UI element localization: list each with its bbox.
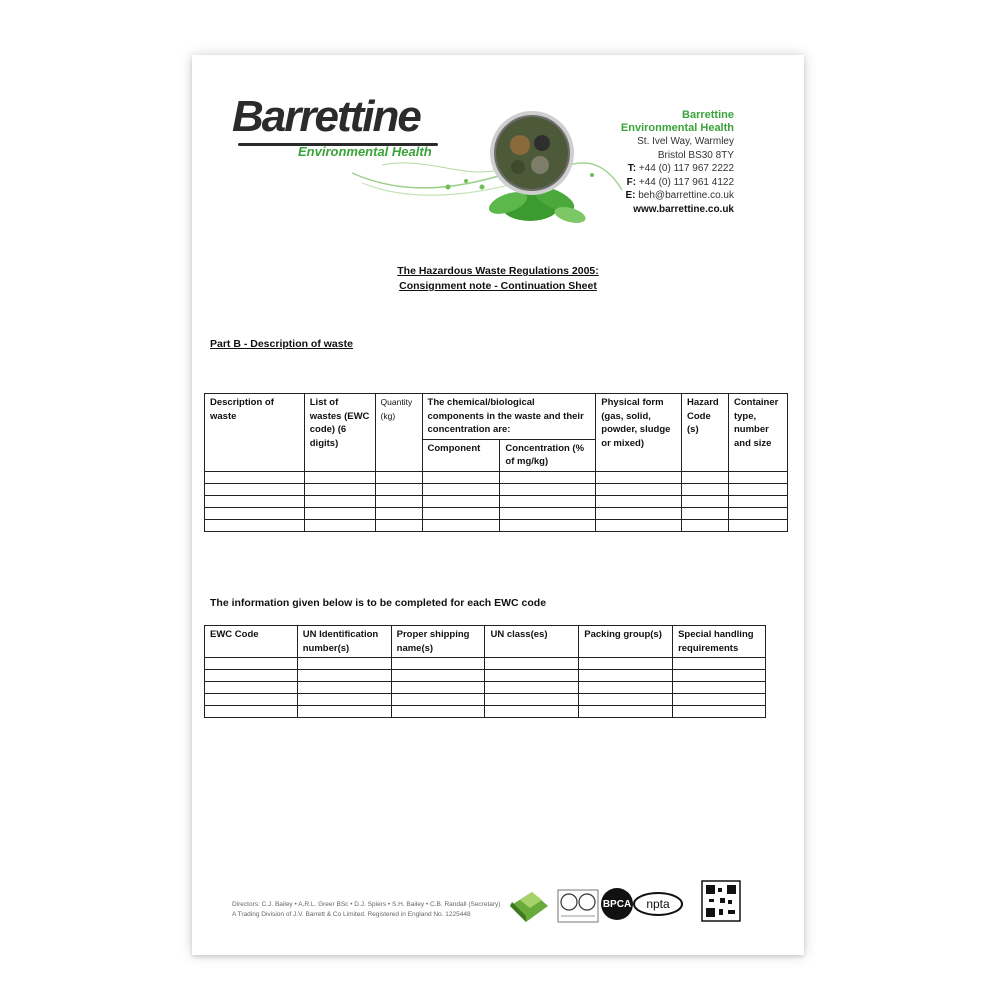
table-row — [205, 670, 766, 682]
col-physical-form: Physical form (gas, solid, powder, sludge or mixed) — [596, 394, 682, 472]
cell[interactable] — [728, 471, 787, 483]
cell[interactable] — [304, 483, 375, 495]
address-line1: St. Ivel Way, Warmley — [637, 136, 734, 147]
col-un-class: UN class(es) — [485, 626, 579, 658]
cell[interactable] — [205, 483, 305, 495]
table-row — [205, 694, 766, 706]
cell[interactable] — [596, 519, 682, 531]
table-row — [205, 658, 766, 670]
cell[interactable] — [375, 471, 422, 483]
cell[interactable] — [728, 519, 787, 531]
email-label: E: — [625, 190, 636, 201]
fax-line — [621, 176, 734, 190]
cell[interactable] — [485, 706, 579, 718]
npta-text: npta — [646, 897, 670, 911]
cell[interactable] — [728, 507, 787, 519]
cell[interactable] — [485, 658, 579, 670]
cell[interactable] — [500, 483, 596, 495]
document-title — [192, 264, 804, 294]
cell[interactable] — [422, 495, 500, 507]
col-shipping-name: Proper shipping name(s) — [391, 626, 485, 658]
accreditation-badges — [508, 878, 753, 926]
cell[interactable] — [596, 483, 682, 495]
bpca-logo — [601, 888, 633, 920]
cell[interactable] — [500, 507, 596, 519]
title-line1: The Hazardous Waste Regulations 2005: — [397, 265, 599, 277]
cell[interactable] — [673, 694, 766, 706]
cell[interactable] — [579, 682, 673, 694]
cell[interactable] — [422, 519, 500, 531]
cell[interactable] — [500, 471, 596, 483]
ewc-code-table — [204, 625, 766, 718]
cell[interactable] — [728, 483, 787, 495]
leaf-globe-graphic — [342, 95, 632, 235]
col-list-of-wastes: List of wastes (EWC code) (6 digits) — [304, 394, 375, 472]
cell[interactable] — [682, 495, 729, 507]
cell[interactable] — [596, 471, 682, 483]
cell[interactable] — [579, 694, 673, 706]
cell[interactable] — [391, 706, 485, 718]
cell[interactable] — [375, 507, 422, 519]
cell[interactable] — [375, 483, 422, 495]
cell[interactable] — [205, 507, 305, 519]
col-container: Container type, number and size — [728, 394, 787, 472]
cell[interactable] — [205, 471, 305, 483]
cell[interactable] — [391, 682, 485, 694]
cell[interactable] — [297, 658, 391, 670]
cell[interactable] — [673, 682, 766, 694]
cell[interactable] — [304, 495, 375, 507]
cell[interactable] — [297, 682, 391, 694]
cell[interactable] — [205, 519, 305, 531]
cell[interactable] — [682, 519, 729, 531]
ewc-section-heading: The information given below is to be completed for each EWC code — [210, 597, 547, 609]
cell[interactable] — [297, 706, 391, 718]
col-components-header: The chemical/biological components in the waste and their concentration are: — [422, 394, 596, 440]
cell[interactable] — [728, 495, 787, 507]
brand-subtitle: Environmental Health — [298, 144, 432, 159]
cell[interactable] — [205, 495, 305, 507]
cell[interactable] — [304, 507, 375, 519]
cell[interactable] — [596, 495, 682, 507]
cell[interactable] — [375, 519, 422, 531]
email-line — [621, 189, 734, 203]
company-logo — [232, 92, 632, 235]
registration-line: A Trading Division of J.V. Barrett & Co Limited. Registered in England No. 1225448 — [232, 911, 471, 918]
green-cube-logo — [510, 892, 548, 922]
col-special-handling: Special handling requirements — [673, 626, 766, 658]
cell[interactable] — [682, 483, 729, 495]
cell[interactable] — [682, 507, 729, 519]
website: www.barrettine.co.uk — [633, 203, 734, 215]
cell[interactable] — [485, 694, 579, 706]
cell[interactable] — [304, 471, 375, 483]
company-name-line1: Barrettine — [682, 109, 734, 121]
cell[interactable] — [205, 694, 298, 706]
cell[interactable] — [673, 706, 766, 718]
npta-logo — [634, 893, 682, 915]
cell[interactable] — [579, 670, 673, 682]
cell[interactable] — [304, 519, 375, 531]
cell[interactable] — [422, 471, 500, 483]
directors-line: Directors: C.J. Bailey • A.R.L. Greer BSc • D.J. Spiers • S.H. Bailey • C.B. Randall (Secretary) — [232, 901, 501, 908]
cell[interactable] — [579, 706, 673, 718]
iso-badge-icon — [558, 890, 598, 922]
cell[interactable] — [391, 670, 485, 682]
cell[interactable] — [422, 507, 500, 519]
cell[interactable] — [500, 519, 596, 531]
cell[interactable] — [673, 670, 766, 682]
title-line2: Consignment note - Continuation Sheet — [399, 280, 597, 292]
col-ewc-code: EWC Code — [205, 626, 298, 658]
cell[interactable] — [673, 658, 766, 670]
fax-number: +44 (0) 117 961 4122 — [638, 176, 734, 188]
company-name-line2: Environmental Health — [620, 122, 734, 134]
table-row — [205, 519, 788, 531]
brand-name: Barrettine — [232, 92, 420, 141]
contact-details — [621, 109, 734, 216]
col-quantity: Quantity (kg) — [375, 394, 422, 472]
col-hazard-code: Hazard Code (s) — [682, 394, 729, 472]
col-component: Component — [422, 439, 500, 471]
col-concentration: Concentration (% of mg/kg) — [500, 439, 596, 471]
part-b-heading: Part B - Description of waste — [210, 338, 353, 350]
phone-label: T: — [627, 163, 637, 174]
cell[interactable] — [205, 706, 298, 718]
cell[interactable] — [297, 670, 391, 682]
cell[interactable] — [579, 658, 673, 670]
waste-description-table — [204, 393, 788, 532]
table-row — [205, 507, 788, 519]
col-un-id: UN Identification number(s) — [297, 626, 391, 658]
table-row — [205, 471, 788, 483]
table-row — [205, 495, 788, 507]
cell[interactable] — [205, 682, 298, 694]
email-address: beh@barrettine.co.uk — [638, 190, 734, 201]
cell[interactable] — [391, 694, 485, 706]
footer-text — [232, 900, 500, 920]
col-description: Description of waste — [205, 394, 305, 472]
cell[interactable] — [422, 483, 500, 495]
address-line2: Bristol BS30 8TY — [657, 149, 734, 161]
cell[interactable] — [205, 670, 298, 682]
cell[interactable] — [485, 670, 579, 682]
bpca-text: BPCA — [602, 899, 632, 910]
cell[interactable] — [375, 495, 422, 507]
col-packing-group: Packing group(s) — [579, 626, 673, 658]
table-row — [205, 682, 766, 694]
cell[interactable] — [485, 682, 579, 694]
cell[interactable] — [682, 471, 729, 483]
cell[interactable] — [500, 495, 596, 507]
table-row — [205, 706, 766, 718]
fax-label: F: — [626, 176, 637, 188]
phone-number: +44 (0) 117 967 2222 — [638, 163, 734, 174]
cell[interactable] — [297, 694, 391, 706]
cell[interactable] — [391, 658, 485, 670]
table-row — [205, 483, 788, 495]
phone-line — [621, 162, 734, 176]
cell[interactable] — [596, 507, 682, 519]
document-page — [192, 55, 804, 955]
qr-code-icon — [702, 881, 740, 921]
cell[interactable] — [205, 658, 298, 670]
